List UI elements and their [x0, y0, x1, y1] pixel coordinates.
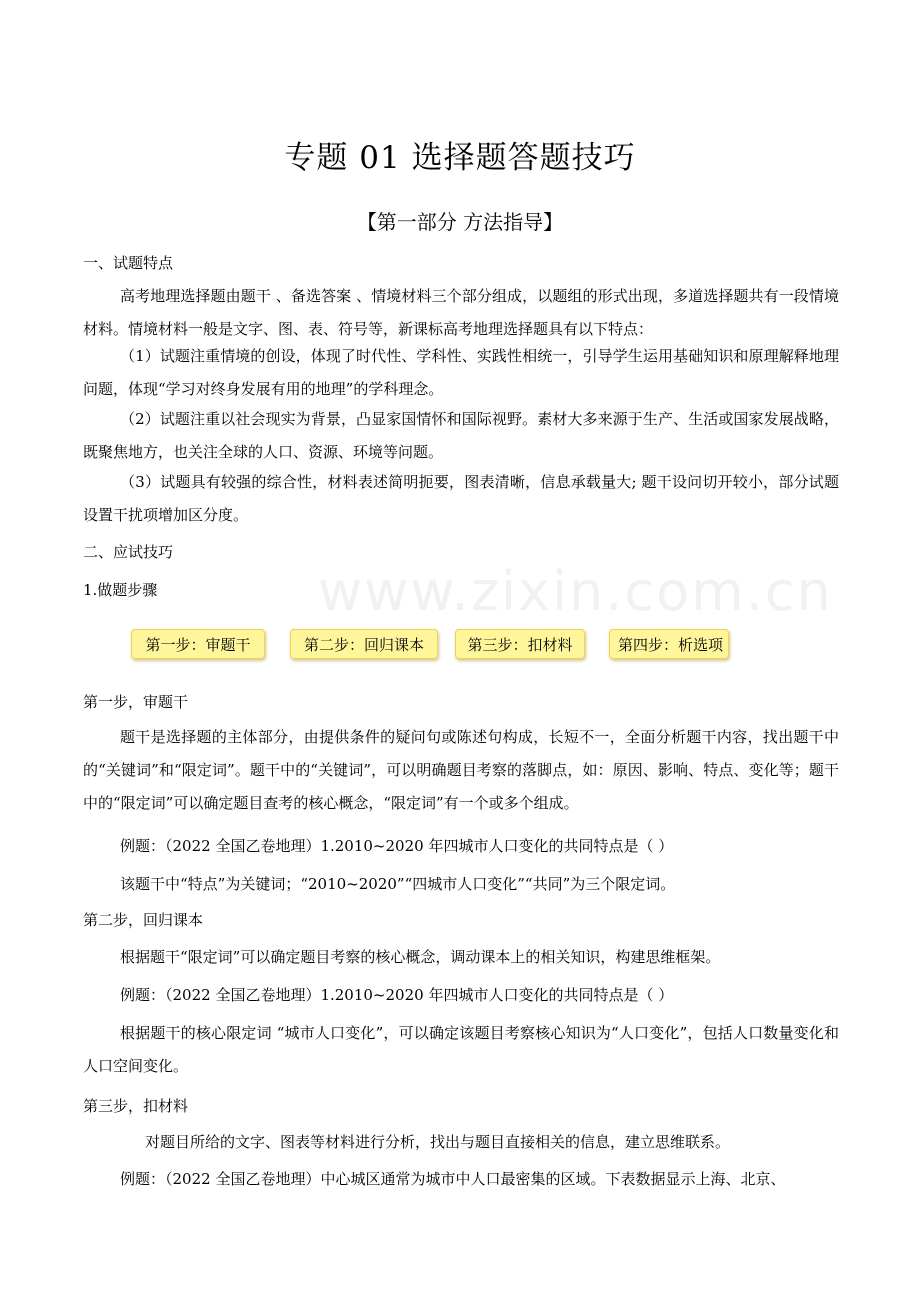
page-title: 专题 01 选择题答题技巧 [284, 140, 636, 176]
analysis-step-1: 该题干中“特点”为关键词；“2010~2020”“四城市人口变化”“共同”为三个限定词。 [120, 875, 676, 893]
watermark: www.zixin.com.cn [318, 560, 833, 623]
step-flow [0, 626, 920, 666]
step-badge-4: 第四步：析选项 [609, 629, 729, 659]
heading-step-1: 第一步，审题干 [83, 693, 189, 711]
heading-step-2: 第二步，回归课本 [83, 911, 204, 929]
section-subtitle: 【第一部分 方法指导】 [356, 210, 564, 234]
heading-step-3: 第三步，扣材料 [83, 1097, 189, 1115]
example-step-3: 例题：（2022 全国乙卷地理）中心城区通常为城市中人口最密集的区域。下表数据显示上海、北京、 [120, 1170, 786, 1188]
paragraph-step-1: 题干是选择题的主体部分，由提供条件的疑问句或陈述句构成，长短不一，全面分析题干内容，找出题干中的“关键词”和“限定词”。题干中的“关键词”，可以明确题目考察的落脚点，如：原因、影响、特点、变化等；题干中的“限定词”可以确定题目查考的核心概念，“限定词”有一个或多个组成。 [83, 728, 839, 812]
step-badge-1: 第一步：审题干 [131, 629, 265, 659]
paragraph-step-2: 根据题干“限定词”可以确定题目考察的核心概念，调动课本上的相关知识，构建思维框架。 [120, 948, 721, 966]
analysis-step-2: 根据题干的核心限定词 “城市人口变化”，可以确定该题目考察核心知识为“人口变化”，包括人口数量变化和人口空间变化。 [83, 1024, 839, 1075]
heading-exam-skills: 二、应试技巧 [83, 543, 174, 561]
paragraph-feature-3: （3）试题具有较强的综合性，材料表述简明扼要，图表清晰，信息承载量大; 题干设问切开较小，部分试题设置干扰项增加区分度。 [83, 473, 839, 524]
paragraph-step-3: 对题目所给的文字、图表等材料进行分析，找出与题目直接相关的信息，建立思维联系。 [145, 1133, 731, 1151]
paragraph-intro: 高考地理选择题由题干 、备选答案 、情境材料三个部分组成，以题组的形式出现，多道选择题共有一段情境材料。情境材料一般是文字、图、表、符号等，新课标高考地理选择题具有以下特点： [83, 287, 839, 338]
step-badge-2: 第二步：回归课本 [290, 629, 438, 659]
example-step-1: 例题：（2022 全国乙卷地理）1.2010~2020 年四城市人口变化的共同特点是（ ） [120, 837, 674, 855]
step-badge-3: 第三步：扣材料 [455, 629, 585, 659]
heading-solving-steps: 1.做题步骤 [83, 581, 158, 599]
paragraph-feature-1: （1）试题注重情境的创设，体现了时代性、学科性、实践性相统一，引导学生运用基础知识和原理解释地理问题，体现“学习对终身发展有用的地理”的学科理念。 [83, 347, 839, 398]
paragraph-feature-2: （2）试题注重以社会现实为背景，凸显家国情怀和国际视野。素材大多来源于生产、生活或国家发展战略，既聚焦地方，也关注全球的人口、资源、环境等问题。 [83, 410, 839, 461]
example-step-2: 例题：（2022 全国乙卷地理）1.2010~2020 年四城市人口变化的共同特点是（ ） [120, 986, 674, 1004]
heading-test-features: 一、试题特点 [83, 254, 174, 272]
